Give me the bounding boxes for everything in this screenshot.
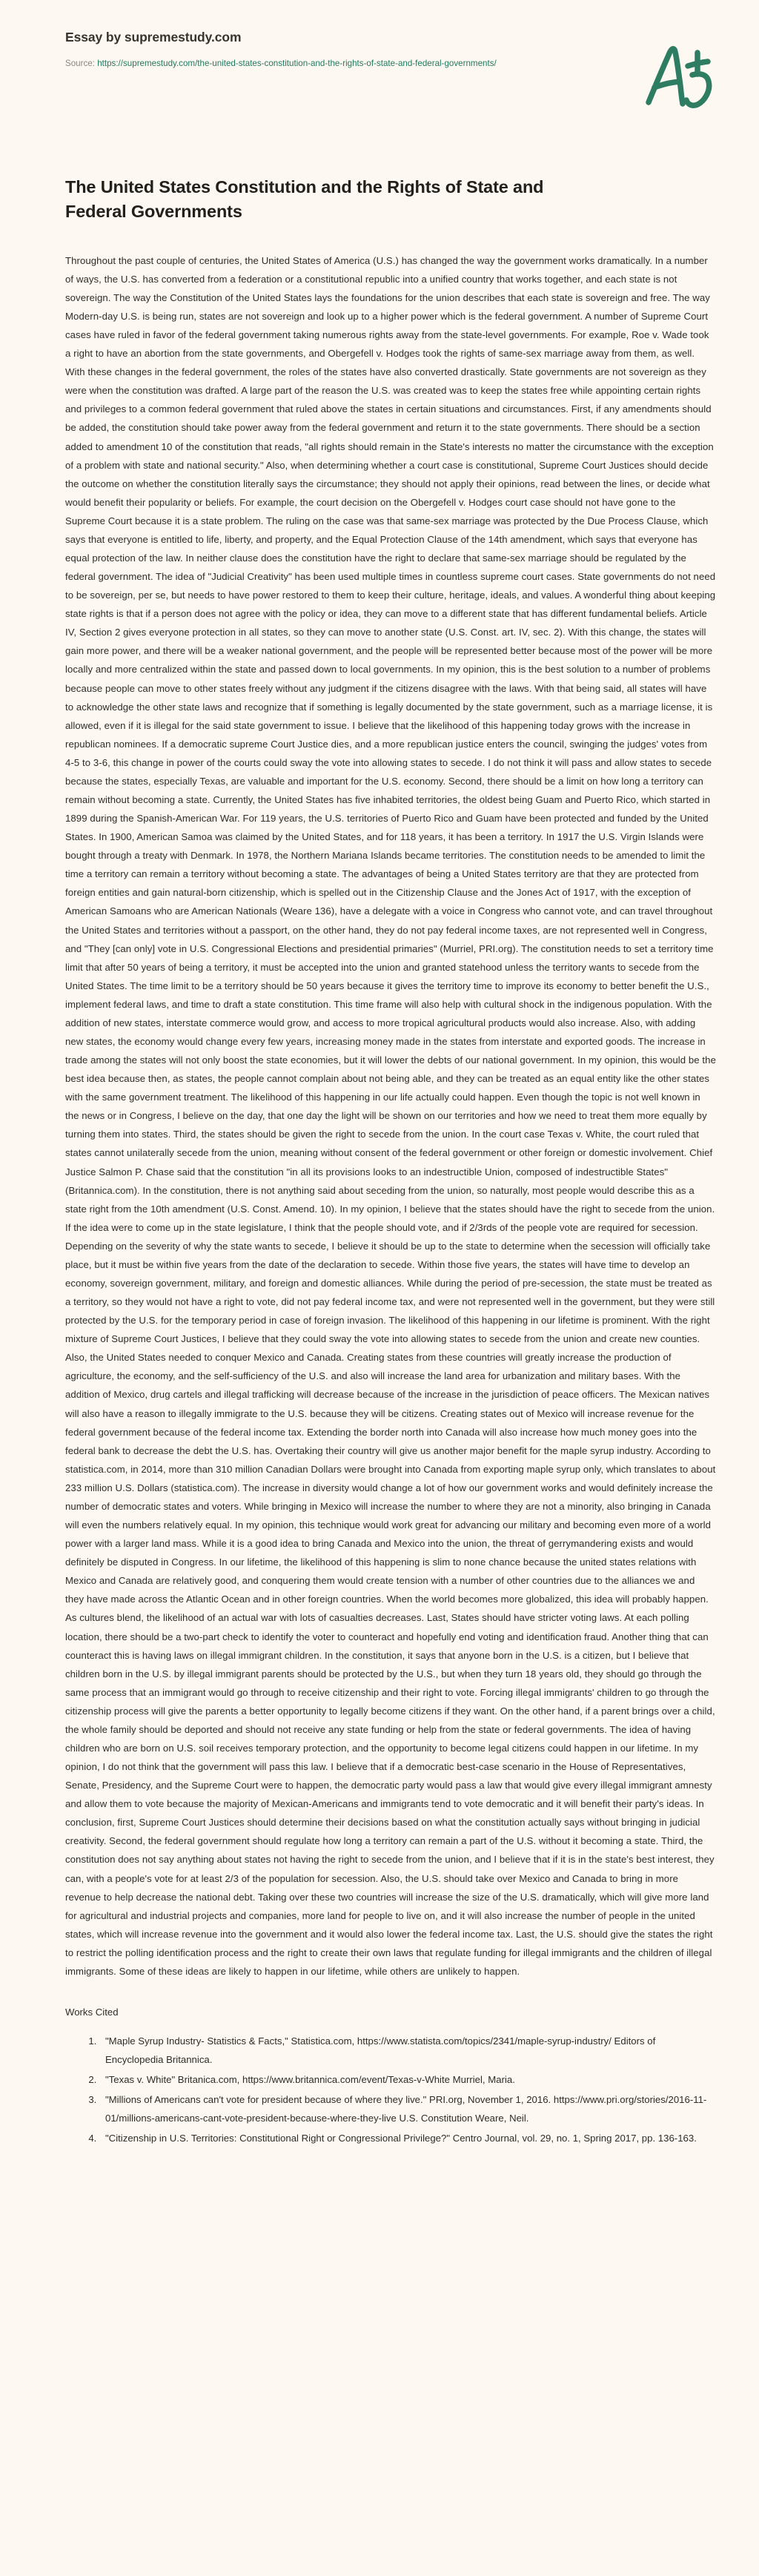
source-label: Source: <box>65 59 95 68</box>
works-cited-heading: Works Cited <box>65 2006 119 2018</box>
logo <box>633 31 722 113</box>
essay-body: Throughout the past couple of centuries, the United States of America (U.S.) has changed the way the government works dramatically. In a number of ways, the U.S. has converted from a federation or a constitutional republic into a unified country that works together, and each state is not sovereign. The way the Constitution of the United States lays the foundations for the union describes that each state is sovereign and free. The way Modern-day U.S. is being run, states are not sovereign and look up to a higher power which is the federal government. A number of Supreme Court cases have ruled in favor of the federal government taking numerous rights away from the state-level governments. For example, Roe v. Wade took a right to have an abortion from the state governments, and Obergefell v. Hodges took the rights of same-sex marriage away from them, as well. With these changes in the federal government, the roles of the states have also converted drastically. State governments are not sovereign as they were when the constitution was drafted. A large part of the reason the U.S. was created was to keep the states free while appointing certain rights and privileges to a common federal government that ruled above the states in certain situations and circumstances. First, if any amendments should be added, the constitution should take power away from the federal government and return it to the state governments. There should be a section added to amendment 10 of the constitution that reads, "all rights should remain in the State's interests no matter the circumstance with the exception of a problem with state and national security." Also, when determining whether a court case is constitutional, Supreme Court Justices should decide the outcome on whether the constitution literally says the circumstance; they should not apply their opinions, read between the lines, or decide what would benefit their popularity or beliefs. For example, the court decision on the Obergefell v. Hodges court case should not have gone to the Supreme Court because it is a state problem. The ruling on the case was that same-sex marriage was protected by the Due Process Clause, which says that everyone is entitled to life, liberty, and property, and the Equal Protection Clause of the 14th amendment, which says that everyone has equal protection of the law. In neither clause does the constitution have the right to declare that same-sex marriage should be regulated by the federal government. The idea of "Judicial Creativity" has been used multiple times in countless supreme court cases. State governments do not need to be sovereign, per se, but needs to have power restored to them to keep their culture, heritage, ideals, and values. A wonderful thing about keeping state rights is that if a person does not agree with the policy or idea, they can move to a different state that has different fundamental beliefs. Article IV, Section 2 gives everyone protection in all states, so they can move to another state (U.S. Const. art. IV, sec. 2). With this change, the states will gain more power, and there will be a weaker national government, and the people will be represented better because most of the power will be more locally and more centralized within the state and passed down to local governments. In my opinion, this is the best solution to a number of problems because people can move to other states freely without any judgment if the citizens disagree with the laws. With that being said, all states will have to acknowledge the other state laws and recognize that if something is legally documented by the state government, such as a marriage license, it is allowed, even if it is illegal for the said state government to issue. I believe that the likelihood of this happening today grows with the increase in republican nominees. If a democratic supreme Court Justice dies, and a more republican justice enters the council, swinging the judges' votes from 4-5 to 3-6, this change in power of the courts could sway the vote into allowing states to secede. I do not think it will pass and allow states to secede because the states, especially Texas, are valuable and important for the U.S. economy. Second, there should be a limit on how long a territory can remain without becoming a state. Currently, the United States has five inhabited territories, the oldest being Guam and Puerto Rico, which started in 1899 during the Spanish-American War. For 119 years, the U.S. territories of Puerto Rico and Guam have been protected and funded by the United States. In 1900, American Samoa was claimed by the United States, and for 118 years, it has been a territory. In 1917 the U.S. Virgin Islands were bought through a treaty with Denmark. In 1978, the Northern Mariana Islands became territories. The constitution needs to be amended to limit the time a territory can remain a territory without becoming a state. The advantages of being a United States territory are that they are protected from foreign entities and gain natural-born citizenship, which is spelled out in the Citizenship Clause and the Jones Act of 1917, with the exception of American Samoans who are American Nationals (Weare 136), have a delegate with a voice in Congress who cannot vote, and can travel throughout the United States and territories without a passport, on the other hand, they do not pay federal income taxes, are not represented well in Congress, and "They [can only] vote in U.S. Congressional Elections and presidential primaries" (Murriel, PRI.org). The constitution needs to set a territory time limit that after 50 years of being a territory, it must be accepted into the union and granted statehood unless the territory wants to secede from the United States. The time limit to be a territory should be 50 years because it gives the territory time to improve its economy to better benefit the U.S., implement federal laws, and time to draft a state constitution. This time frame will also help with cultural shock in the indigenous population. With the addition of new states, interstate commerce would grow, and access to more tropical agricultural products would also increase. Also, with adding new states, the economy would change every few years, increasing money made in the states from interstate and exported goods. The increase in trade among the states will not only boost the state economies, but it will lower the debts of our national government. In my opinion, this would be the best idea because then, as states, the people cannot complain about not being able, and they can be treated as an equal entity like the other states with the same government treatment. The likelihood of this happening in our life actually could happen. Even though the topic is not well known in the news or in Congress, I believe on the day, that one day the light will be shown on our territories and how we need to treat them more equally by turning them into states. Third, the states should be given the right to secede from the union. In the court case Texas v. White, the court ruled that states cannot unilaterally secede from the union, meaning without consent of the federal government or other foreign or domestic involvement. Chief Justice Salmon P. Chase said that the constitution "in all its provisions looks to an indestructible Union, composed of indestructible States" (Britannica.com). In the constitution, there is not anything said about seceding from the union, so naturally, most people would describe this as a state right from the 10th amendment (U.S. Const. Amend. 10). In my opinion, I believe that the states should have the right to secede from the union. If the idea were to come up in the state legislature, I think that the people should vote, and if 2/3rds of the people vote are required for secession. Depending on the severity of why the state wants to secede, I believe it should be up to the state to determine when the secession will officially take place, but it must be within five years from the date of the declaration to secede. Within those five years, the states will have time to develop an economy, sovereign government, military, and foreign and domestic alliances. While during the period of pre-secession, the state must be treated as a territory, so they would not have a right to vote, did not pay federal income tax, and were not represented well in the government, but they were still protected by the U.S. for the temporary period in case of foreign invasion. The likelihood of this happening in our lifetime is prominent. With the right mixture of Supreme Court Justices, I believe that they could sway the vote into allowing states to secede from the union and create new counties. Also, the United States needed to conquer Mexico and Canada. Creating states from these countries will greatly increase the production of agriculture, the economy, and the self-sufficiency of the U.S. and also will increase the land area for urbanization and military bases. With the addition of Mexico, drug cartels and illegal trafficking will decrease because of the increase in the jurisdiction of peace officers. The Mexican natives will also have a reason to illegally immigrate to the U.S. because they will be citizens. Creating states out of Mexico will increase revenue for the federal government because of the federal income tax. Extending the border north into Canada will also increase how much money goes into the federal bank to decrease the debt the U.S. has. Overtaking their country will give us another major benefit for the maple syrup industry. According to statistica.com, in 2014, more than 310 million Canadian Dollars were brought into Canada from exporting maple syrup only, which translates to about 233 million U.S. Dollars (statistica.com). The increase in diversity would change a lot of how our government works and would definitely increase the number of democratic states and voters. While bringing in Mexico will increase the number to where they are not a minority, also bringing in Canada will even the numbers relatively equal. In my opinion, this technique would work great for advancing our military and becoming even more of a world power with a larger land mass. While it is a good idea to bring Canada and Mexico into the union, the threat of gerrymandering exists and would definitely be disputed in Congress. In our lifetime, the likelihood of this happening is slim to none chance because the united states relations with Mexico and Canada are relatively good, and conquering them would create tension with a number of other countries due to the alliances we and they have made across the Atlantic Ocean and in other foreign countries. When the world becomes more globalized, this idea will probably happen. As cultures blend, the likelihood of an actual war with lots of casualties decreases. Last, States should have stricter voting laws. At each polling location, there should be a two-part check to identify the voter to counteract and hopefully end voting and identification fraud. Another thing that can counteract this is having laws on illegal immigrant children. In the constitution, it says that anyone born in the U.S. is a citizen, but I believe that children born in the U.S. by illegal immigrant parents should be protected by the U.S., but when they turn 18 years old, they should go through the same process that an immigrant would go through to receive citizenship and their right to vote. Forcing illegal immigrants' children to go through the citizenship process will give the parents a better opportunity to legally become citizens if they want. On the other hand, if a parent brings over a child, the whole family should be deported and should not receive any state funding or help from the state or federal governments. The idea of having children who are born on U.S. soil receives temporary protection, and the opportunity to become legal citizens could happen in our lifetime. In my opinion, I do not think that the government will pass this law. I believe that if a democratic best-case scenario in the House of Representatives, Senate, Presidency, and the Supreme Court were to happen, the democratic party would pass a law that would give every illegal immigrant amnesty and allow them to vote because the majority of Mexican-Americans and immigrants tend to vote democratic and it will benefit their party's ideas. In conclusion, first, Supreme Court Justices should determine their decisions based on what the constitution actually says without bringing in judicial creativity. Second, the federal government should regulate how long a territory can remain a part of the U.S. without it becoming a state. Third, the constitution does not say anything about states not having the right to secede from the union, and I believe that if it is in the state's best interest, they can, with a people's vote for at least 2/3 of the population for secession. Also, the U.S. should take over Mexico and Canada to bring in more revenue to help decrease the national debt. Taking over these two countries will increase the size of the U.S. dramatically, which will give more land for agricultural and industrial projects and companies, more land for people to live on, and it will also increase the number of people in the united states, which will increase revenue into the government and it would also lower the federal income tax. Last, the U.S. should give the states the right to restrict the polling identification process and the right to create their own laws that regulate funding for illegal immigrants and the children of illegal immigrants. Some of these ideas are likely to happen in our lifetime, while others are unlikely to happen. <box>65 254 716 1977</box>
citation-item: 1. "Maple Syrup Industry- Statistics & Facts," Statistica.com, https://www.statista.com/topics/2341/maple-syrup-industry/ Editors of Encyclopedia Britannica. <box>99 2032 716 2069</box>
brand-title: Essay by supremestudy.com <box>65 30 242 44</box>
source-url-link[interactable]: https://supremestudy.com/the-united-states-constitution-and-the-rights-of-state-and-federal-governments/ <box>97 59 497 68</box>
citation-item: 2. "Texas v. White" Britanica.com, https://www.britannica.com/event/Texas-v-White Murriel, Maria. <box>99 2070 716 2089</box>
header-text-block <box>65 30 554 70</box>
citation-item: 3. "Millions of Americans can't vote for president because of where they live." PRI.org, November 1, 2016. https://www.pri.org/stories/2016-11-01/millions-americans-cant-vote-president-because-where-they-live U.S. Constitution Weare, Neil. <box>99 2090 716 2127</box>
a-plus-logo-icon <box>639 31 722 108</box>
source-line <box>65 57 554 70</box>
citation-item: 4. "Citizenship in U.S. Territories: Constitutional Right or Congressional Privilege?" Centro Journal, vol. 29, no. 1, Spring 2017, pp. 136-163. <box>99 2129 716 2147</box>
works-cited-list <box>65 2032 716 2147</box>
document-content <box>0 175 759 2148</box>
page-header <box>0 0 759 113</box>
page-title: The United States Constitution and the Rights of State and Federal Governments <box>65 177 544 222</box>
